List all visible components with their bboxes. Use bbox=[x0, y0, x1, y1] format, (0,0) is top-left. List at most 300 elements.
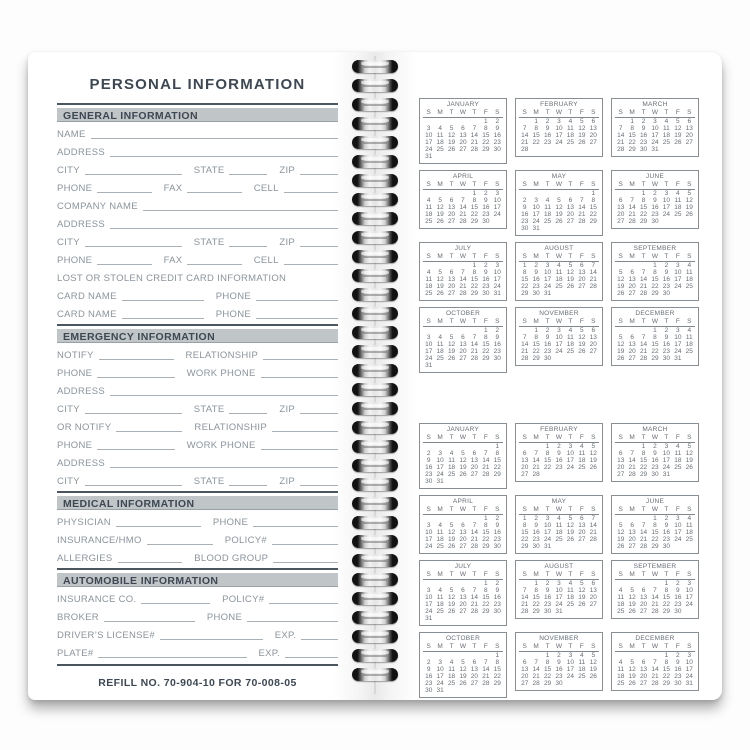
day-number: 16 bbox=[674, 594, 682, 601]
day-number: 6 bbox=[618, 197, 623, 204]
calendar-week-row bbox=[519, 673, 599, 680]
fill-in-line bbox=[85, 484, 182, 486]
day-number: 7 bbox=[484, 659, 488, 666]
calendar-week-row bbox=[615, 652, 695, 659]
day-number: 15 bbox=[521, 276, 529, 283]
day-number: 14 bbox=[521, 341, 529, 348]
day-number: 11 bbox=[567, 587, 574, 594]
calendar-week-row bbox=[423, 362, 503, 369]
day-number bbox=[469, 478, 480, 485]
day-number: 27 bbox=[639, 608, 648, 615]
day-number: 13 bbox=[459, 341, 467, 348]
month-name: JANUARY bbox=[446, 426, 480, 433]
field-label: ZIP bbox=[279, 237, 296, 248]
day-number bbox=[576, 471, 587, 478]
day-number: 3 bbox=[495, 262, 500, 269]
form-row bbox=[57, 587, 338, 605]
day-number bbox=[626, 443, 637, 450]
weekday-header bbox=[519, 318, 599, 327]
calendar-week-row bbox=[423, 327, 503, 334]
month-name: JANUARY bbox=[446, 101, 480, 108]
weekday-letter: F bbox=[483, 434, 488, 441]
day-number: 14 bbox=[639, 529, 648, 536]
day-number: 14 bbox=[459, 204, 467, 211]
fill-in-line bbox=[229, 173, 267, 175]
form-field bbox=[194, 476, 268, 487]
day-number: 14 bbox=[651, 666, 659, 673]
day-number bbox=[492, 687, 503, 694]
day-number: 7 bbox=[534, 450, 538, 457]
weekday-letter: T bbox=[641, 506, 646, 513]
day-number: 9 bbox=[545, 587, 550, 594]
weekday-letter: S bbox=[687, 318, 692, 325]
day-number bbox=[457, 515, 468, 522]
field-label: ADDRESS bbox=[57, 219, 106, 230]
weekday-letter: S bbox=[426, 318, 431, 325]
day-number: 3 bbox=[568, 443, 573, 450]
day-number bbox=[553, 225, 564, 232]
day-number: 9 bbox=[557, 659, 561, 666]
day-number: 3 bbox=[676, 327, 680, 334]
day-number bbox=[446, 687, 457, 694]
day-number: 29 bbox=[639, 218, 648, 225]
form-field bbox=[194, 422, 338, 433]
field-label: PHONE bbox=[215, 291, 252, 302]
weekday-letter: T bbox=[472, 109, 477, 116]
day-number: 5 bbox=[461, 450, 465, 457]
day-number: 13 bbox=[589, 587, 597, 594]
calendar-week-row bbox=[423, 153, 503, 160]
weekday-letter: S bbox=[426, 253, 431, 260]
weekday-letter: S bbox=[522, 506, 527, 513]
day-number: 28 bbox=[470, 355, 479, 362]
month-name: SEPTEMBER bbox=[633, 245, 677, 252]
day-number: 14 bbox=[459, 276, 467, 283]
day-number: 13 bbox=[589, 125, 597, 132]
day-number: 4 bbox=[687, 262, 692, 269]
day-number: 10 bbox=[685, 587, 693, 594]
form-field bbox=[57, 458, 338, 469]
day-number: 25 bbox=[674, 211, 682, 218]
field-label: CITY bbox=[57, 476, 80, 487]
weekday-letter: T bbox=[472, 318, 477, 325]
day-number: 31 bbox=[651, 146, 659, 153]
day-number bbox=[480, 687, 491, 694]
day-number: 31 bbox=[436, 687, 444, 694]
form-field bbox=[57, 440, 175, 451]
day-number: 27 bbox=[578, 283, 586, 290]
calendar-week-row bbox=[423, 125, 503, 132]
calendar-week-row bbox=[615, 341, 695, 348]
day-number: 22 bbox=[628, 139, 636, 146]
calendar-week-row bbox=[519, 334, 599, 341]
field-label: CITY bbox=[57, 165, 80, 176]
section-rule bbox=[57, 324, 338, 326]
day-number: 22 bbox=[532, 601, 540, 608]
day-number: 28 bbox=[532, 471, 540, 478]
day-number bbox=[434, 615, 445, 622]
day-number: 21 bbox=[651, 673, 659, 680]
day-number: 4 bbox=[676, 190, 680, 197]
weekday-letter: T bbox=[641, 571, 646, 578]
form-field bbox=[186, 350, 338, 361]
day-number bbox=[576, 190, 587, 197]
day-number: 23 bbox=[543, 348, 552, 355]
fill-in-line bbox=[261, 376, 338, 378]
day-number bbox=[457, 687, 468, 694]
day-number: 9 bbox=[653, 450, 657, 457]
section-rule bbox=[57, 103, 338, 105]
calendar-week-row bbox=[519, 262, 599, 269]
day-number bbox=[469, 362, 480, 369]
day-number bbox=[588, 543, 599, 550]
calendar-week-row bbox=[615, 262, 695, 269]
day-number: 3 bbox=[653, 118, 657, 125]
day-number: 26 bbox=[459, 471, 467, 478]
day-number: 24 bbox=[532, 218, 540, 225]
day-number: 8 bbox=[484, 125, 488, 132]
day-number bbox=[565, 290, 576, 297]
day-number: 23 bbox=[532, 283, 540, 290]
day-number: 26 bbox=[589, 464, 597, 471]
day-number: 17 bbox=[493, 204, 501, 211]
day-number: 11 bbox=[436, 529, 444, 536]
day-number: 8 bbox=[653, 522, 657, 529]
day-number: 14 bbox=[521, 594, 529, 601]
month-calendar bbox=[611, 495, 699, 554]
day-number: 12 bbox=[447, 341, 456, 348]
day-number: 15 bbox=[470, 276, 479, 283]
weekday-letter: W bbox=[555, 434, 563, 441]
day-number: 8 bbox=[472, 197, 477, 204]
day-number: 11 bbox=[555, 522, 563, 529]
form-field bbox=[225, 535, 338, 546]
day-number: 5 bbox=[580, 580, 584, 587]
weekday-header bbox=[519, 109, 599, 118]
day-number: 10 bbox=[425, 529, 433, 536]
day-number: 2 bbox=[557, 652, 561, 659]
day-number: 24 bbox=[662, 211, 671, 218]
day-number bbox=[661, 218, 672, 225]
field-label: INSURANCE/HMO bbox=[57, 535, 142, 546]
day-number: 25 bbox=[685, 283, 693, 290]
weekday-letter: W bbox=[459, 318, 467, 325]
field-label: WORK PHONE bbox=[186, 368, 256, 379]
form-field bbox=[187, 440, 338, 451]
day-number: 7 bbox=[580, 197, 584, 204]
day-number: 14 bbox=[639, 276, 648, 283]
day-number: 4 bbox=[438, 587, 442, 594]
weekday-letter: T bbox=[472, 181, 477, 188]
month-calendar bbox=[419, 632, 507, 698]
day-number: 26 bbox=[436, 290, 444, 297]
calendar-week-row bbox=[615, 608, 695, 615]
day-number: 3 bbox=[545, 262, 550, 269]
weekday-letter: S bbox=[591, 643, 596, 650]
day-number: 19 bbox=[566, 529, 575, 536]
fill-in-line bbox=[160, 638, 263, 640]
form-field bbox=[57, 129, 338, 140]
calendar-week-row bbox=[423, 594, 503, 601]
day-number: 16 bbox=[482, 204, 490, 211]
form-field bbox=[57, 273, 291, 284]
fill-in-line bbox=[118, 561, 183, 563]
day-number: 25 bbox=[447, 680, 456, 687]
day-number: 17 bbox=[555, 594, 563, 601]
day-number: 22 bbox=[482, 601, 490, 608]
day-number: 17 bbox=[436, 464, 444, 471]
day-number: 28 bbox=[521, 146, 529, 153]
fill-in-line bbox=[229, 412, 267, 414]
weekday-letter: M bbox=[533, 643, 539, 650]
day-number: 1 bbox=[630, 118, 634, 125]
day-number: 13 bbox=[521, 666, 529, 673]
day-number: 16 bbox=[674, 666, 682, 673]
day-number bbox=[480, 362, 491, 369]
month-name: FEBRUARY bbox=[540, 101, 578, 108]
day-number: 3 bbox=[676, 515, 680, 522]
day-number: 30 bbox=[493, 146, 501, 153]
day-number: 21 bbox=[470, 139, 479, 146]
calendar-week-row bbox=[423, 615, 503, 622]
form-field bbox=[57, 219, 338, 230]
day-number bbox=[434, 262, 445, 269]
day-number: 30 bbox=[493, 608, 501, 615]
form-row bbox=[57, 194, 338, 212]
weekday-letter: T bbox=[568, 571, 573, 578]
day-number: 5 bbox=[630, 659, 634, 666]
form-field bbox=[57, 404, 182, 415]
day-number: 4 bbox=[568, 118, 573, 125]
day-number: 7 bbox=[591, 515, 596, 522]
form-field bbox=[164, 183, 242, 194]
day-number: 17 bbox=[685, 594, 693, 601]
spiral-coil bbox=[352, 478, 398, 491]
day-number: 27 bbox=[628, 543, 636, 550]
fill-in-line bbox=[122, 299, 204, 301]
spiral-coil bbox=[352, 364, 398, 377]
day-number: 8 bbox=[545, 659, 550, 666]
day-number: 9 bbox=[495, 334, 500, 341]
day-number bbox=[423, 652, 434, 659]
day-number bbox=[553, 355, 564, 362]
spiral-coil bbox=[352, 136, 398, 149]
calendar-week-row bbox=[615, 464, 695, 471]
day-number: 27 bbox=[447, 290, 456, 297]
day-number: 27 bbox=[578, 536, 586, 543]
day-number: 25 bbox=[617, 608, 625, 615]
day-number: 25 bbox=[662, 139, 671, 146]
calendar-week-row bbox=[423, 601, 503, 608]
form-field bbox=[57, 147, 338, 158]
calendar-week-row bbox=[423, 139, 503, 146]
weekday-letter: T bbox=[545, 643, 550, 650]
calendar-week-row bbox=[423, 680, 503, 687]
day-number: 4 bbox=[426, 197, 431, 204]
weekday-letter: S bbox=[426, 506, 431, 513]
day-number: 17 bbox=[543, 276, 552, 283]
day-number: 31 bbox=[425, 362, 433, 369]
calendar-week-row bbox=[423, 355, 503, 362]
day-number: 3 bbox=[557, 580, 561, 587]
weekday-header bbox=[615, 434, 695, 443]
day-number: 19 bbox=[628, 601, 636, 608]
day-number: 24 bbox=[555, 601, 563, 608]
day-number bbox=[576, 290, 587, 297]
weekday-header bbox=[423, 643, 503, 652]
calendar-week-row bbox=[519, 283, 599, 290]
day-number bbox=[638, 262, 649, 269]
section-header bbox=[57, 491, 338, 510]
form-field bbox=[57, 594, 210, 605]
day-number: 16 bbox=[493, 529, 501, 536]
day-number: 9 bbox=[653, 197, 657, 204]
weekday-letter: W bbox=[459, 434, 467, 441]
day-number: 4 bbox=[426, 269, 431, 276]
day-number bbox=[553, 190, 564, 197]
day-number: 23 bbox=[662, 283, 671, 290]
field-label: PHONE bbox=[215, 309, 252, 320]
day-number: 19 bbox=[674, 132, 682, 139]
day-number: 5 bbox=[591, 443, 596, 450]
form-row bbox=[57, 433, 338, 451]
day-number: 30 bbox=[674, 680, 682, 687]
day-number: 23 bbox=[425, 680, 433, 687]
weekday-letter: T bbox=[568, 643, 573, 650]
calendar-week-row bbox=[423, 464, 503, 471]
day-number: 6 bbox=[580, 262, 584, 269]
day-number bbox=[626, 515, 637, 522]
day-number bbox=[519, 327, 530, 334]
day-number: 9 bbox=[484, 197, 488, 204]
day-number: 16 bbox=[532, 276, 540, 283]
day-number: 30 bbox=[425, 687, 433, 694]
day-number: 20 bbox=[521, 464, 529, 471]
weekday-letter: T bbox=[641, 181, 646, 188]
day-number: 28 bbox=[639, 290, 648, 297]
day-number bbox=[492, 362, 503, 369]
day-number: 2 bbox=[545, 580, 550, 587]
calendar-week-row bbox=[519, 464, 599, 471]
day-number bbox=[684, 608, 695, 615]
weekday-letter: T bbox=[472, 253, 477, 260]
weekday-letter: S bbox=[426, 434, 431, 441]
weekday-letter: S bbox=[618, 434, 623, 441]
day-number: 2 bbox=[484, 190, 488, 197]
day-number: 13 bbox=[639, 594, 648, 601]
day-number: 1 bbox=[522, 262, 527, 269]
day-number: 19 bbox=[566, 276, 575, 283]
calendar-week-row bbox=[423, 536, 503, 543]
day-number: 21 bbox=[482, 464, 490, 471]
form-field bbox=[57, 612, 195, 623]
month-calendar bbox=[515, 307, 603, 366]
day-number: 6 bbox=[522, 450, 527, 457]
weekday-letter: F bbox=[579, 109, 584, 116]
calendar-week-row bbox=[423, 608, 503, 615]
day-number: 3 bbox=[568, 652, 573, 659]
day-number: 14 bbox=[482, 457, 490, 464]
weekday-letter: S bbox=[618, 181, 623, 188]
field-label: RELATIONSHIP bbox=[194, 422, 267, 433]
day-number: 20 bbox=[459, 139, 467, 146]
spiral-coil bbox=[352, 193, 398, 206]
spiral-coil bbox=[352, 649, 398, 662]
personal-information-content bbox=[28, 52, 375, 689]
calendar-week-row bbox=[615, 673, 695, 680]
calendar-week-row bbox=[519, 666, 599, 673]
day-number: 30 bbox=[555, 680, 563, 687]
month-name: NOVEMBER bbox=[539, 310, 579, 317]
day-number: 4 bbox=[687, 515, 692, 522]
personal-information-page bbox=[28, 52, 375, 700]
day-number bbox=[565, 355, 576, 362]
weekday-letter: T bbox=[664, 109, 669, 116]
weekday-letter: T bbox=[472, 571, 477, 578]
day-number: 14 bbox=[470, 594, 479, 601]
day-number: 24 bbox=[493, 211, 501, 218]
weekday-letter: S bbox=[591, 434, 596, 441]
calendar-week-row bbox=[519, 471, 599, 478]
fill-in-line bbox=[91, 137, 338, 139]
weekday-letter: S bbox=[618, 643, 623, 650]
weekday-header bbox=[423, 506, 503, 515]
day-number: 5 bbox=[687, 443, 692, 450]
day-number: 16 bbox=[543, 594, 552, 601]
day-number: 30 bbox=[651, 218, 659, 225]
form-field bbox=[57, 553, 182, 564]
day-number: 2 bbox=[484, 262, 488, 269]
day-number: 8 bbox=[484, 334, 488, 341]
day-number bbox=[469, 327, 480, 334]
form-row bbox=[57, 302, 338, 320]
weekday-letter: W bbox=[459, 109, 467, 116]
day-number: 12 bbox=[617, 276, 625, 283]
day-number: 22 bbox=[543, 464, 552, 471]
day-number: 9 bbox=[534, 522, 538, 529]
fill-in-line bbox=[98, 656, 246, 658]
weekday-letter: T bbox=[641, 253, 646, 260]
day-number: 1 bbox=[641, 190, 646, 197]
weekday-letter: T bbox=[449, 253, 454, 260]
day-number: 27 bbox=[589, 601, 597, 608]
day-number bbox=[565, 471, 576, 478]
form-field bbox=[57, 183, 152, 194]
field-label: BROKER bbox=[57, 612, 99, 623]
month-calendar bbox=[611, 307, 699, 366]
day-number: 25 bbox=[447, 471, 456, 478]
day-number: 12 bbox=[578, 334, 586, 341]
day-number: 18 bbox=[425, 283, 433, 290]
day-number bbox=[423, 327, 434, 334]
day-number: 12 bbox=[578, 587, 586, 594]
day-number: 10 bbox=[651, 125, 659, 132]
month-calendar bbox=[611, 560, 699, 619]
calendar-week-row bbox=[615, 139, 695, 146]
day-number: 17 bbox=[555, 132, 563, 139]
day-number: 10 bbox=[555, 334, 563, 341]
weekday-letter: M bbox=[629, 434, 635, 441]
form-row bbox=[57, 397, 338, 415]
form-field bbox=[194, 553, 338, 564]
day-number: 29 bbox=[532, 355, 540, 362]
day-number: 2 bbox=[653, 443, 657, 450]
day-number: 20 bbox=[628, 283, 636, 290]
day-number bbox=[615, 118, 626, 125]
field-label: ADDRESS bbox=[57, 458, 106, 469]
day-number: 15 bbox=[482, 132, 490, 139]
day-number: 10 bbox=[543, 522, 552, 529]
